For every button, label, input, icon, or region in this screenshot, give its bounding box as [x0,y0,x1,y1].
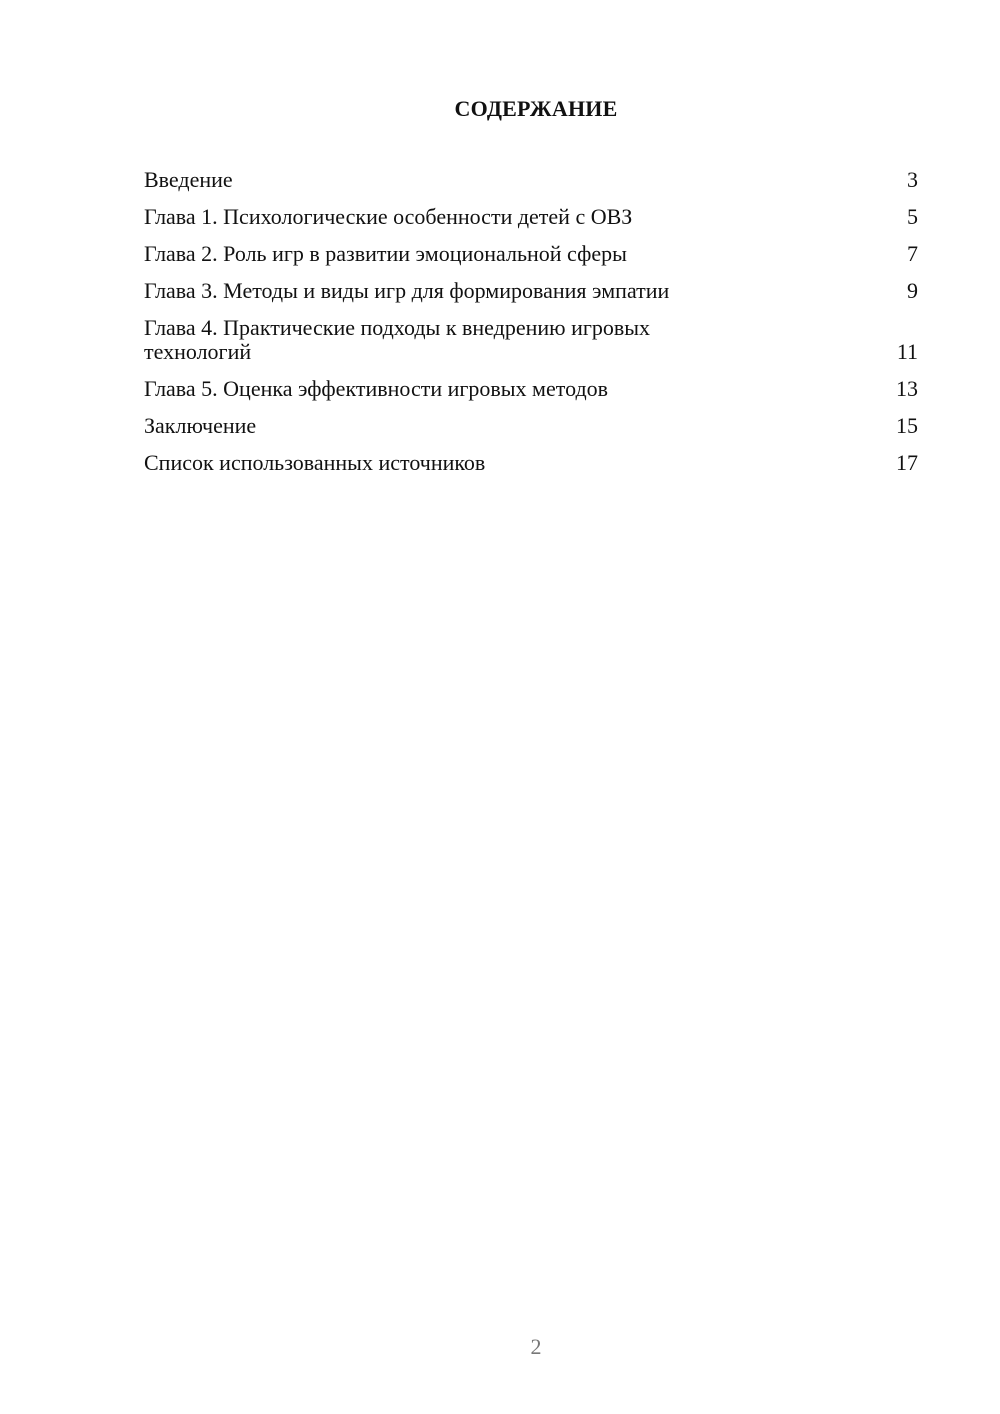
toc-entry-page: 11 [896,339,918,364]
toc-entry-page: 17 [896,450,918,475]
toc-entry-label: Глава 2. Роль игр в развитии эмоциональной сферы [144,241,627,266]
toc-entry-label: Глава 4. Практические подходы к внедрению игровых технологий [144,315,651,364]
toc-entry-page: 7 [907,241,918,266]
toc-entry-page: 13 [896,376,918,401]
toc-entry-chapter-2 [144,242,920,266]
toc-entry-chapter-1 [144,205,920,229]
toc-entry-references [144,451,920,475]
toc-entry-label: Глава 5. Оценка эффективности игровых методов [144,376,609,401]
toc-entry-label: Глава 1. Психологические особенности детей с ОВЗ [144,204,633,229]
toc-entry-introduction [144,168,920,192]
toc-entry-label: Введение [144,167,233,192]
toc-entry-label: Глава 3. Методы и виды игр для формирования эмпатии [144,278,670,303]
page-number: 2 [530,1334,542,1359]
toc-entry-label: Заключение [144,413,257,438]
toc-entry-conclusion [144,414,920,438]
toc-title: СОДЕРЖАНИЕ [454,96,618,121]
toc-entry-label: Список использованных источников [144,450,486,475]
toc-entry-chapter-3 [144,279,920,303]
toc-entry-chapter-4 [144,316,920,364]
toc-entry-page: 9 [907,278,918,303]
toc-entry-page: 15 [896,413,918,438]
toc-list [144,168,920,488]
toc-entry-page: 3 [907,167,918,192]
toc-entry-chapter-5 [144,377,920,401]
toc-entry-page: 5 [907,204,918,229]
